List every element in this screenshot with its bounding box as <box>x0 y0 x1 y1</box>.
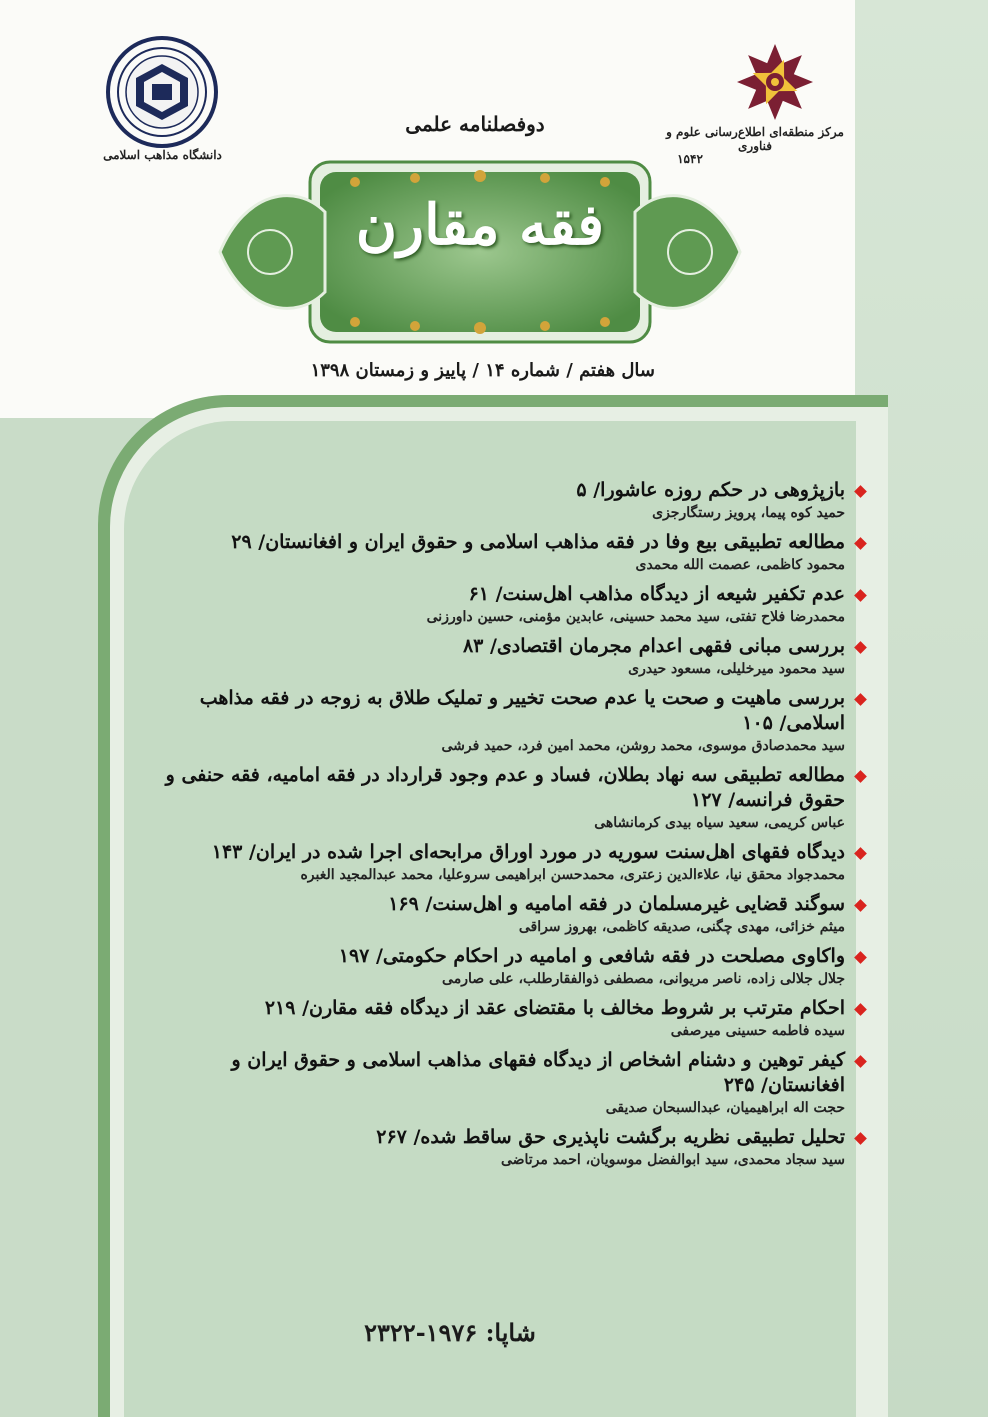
article-title: مطالعه تطبیقی سه نهاد بطلان، فساد و عدم وجود قرارداد در فقه امامیه، فقه حنفی و حقوق فرانسه/ ۱۲۷ <box>165 764 845 811</box>
toc-item <box>160 840 865 886</box>
issue-info: سال هفتم / شماره ۱۴ / پاییز و زمستان ۱۳۹۸ <box>310 360 655 381</box>
article-authors: محمدجواد محقق نیا، علاءالدین زعتری، محمدحسن ابراهیمی سروعلیا، محمد عبدالمجید الغبره <box>300 867 845 883</box>
article-title: احکام مترتب بر شروط مخالف با مقتضای عقد از دیدگاه فقه مقارن/ ۲۱۹ <box>264 997 845 1019</box>
article-title: کیفر توهین و دشنام اشخاص از دیدگاه فقهای مذاهب اسلامی و حقوق ایران و افغانستان/ ۲۴۵ <box>231 1049 845 1096</box>
bullet-diamond-icon <box>854 1055 867 1068</box>
article-authors: جلال جلالی زاده، ناصر مریوانی، مصطفی ذوالفقارطلب، علی صارمی <box>442 971 845 987</box>
toc-item <box>160 996 865 1042</box>
article-title: بررسی مبانی فقهی اعدام مجرمان اقتصادی/ ۸۳ <box>462 635 845 657</box>
toc-item <box>160 478 865 524</box>
article-authors: سید محمدصادق موسوی، محمد روشن، محمد امین فرد، حمید فرشی <box>441 738 845 754</box>
toc-item <box>160 892 865 938</box>
bullet-diamond-icon <box>854 485 867 498</box>
toc-item <box>160 582 865 628</box>
article-title: تحلیل تطبیقی نظریه برگشت ناپذیری حق ساقط شده/ ۲۶۷ <box>376 1126 845 1148</box>
bullet-diamond-icon <box>854 589 867 602</box>
university-seal-caption: دانشگاه مذاهب اسلامی <box>103 148 222 162</box>
toc-item <box>160 1125 865 1171</box>
journal-type-label: دوفصلنامه علمی <box>405 112 545 136</box>
article-title: بازپژوهی در حکم روزه عاشورا/ ۵ <box>576 479 845 501</box>
article-authors: سیده فاطمه حسینی میرصفی <box>670 1023 845 1039</box>
article-title: سوگند قضایی غیرمسلمان در فقه امامیه و اهل‌سنت/ ۱۶۹ <box>388 893 845 915</box>
toc-item <box>160 763 865 834</box>
article-title: بررسی ماهیت و صحت یا عدم صحت تخییر و تملیک طلاق به زوجه در فقه مذاهب اسلامی/ ۱۰۵ <box>199 687 845 734</box>
article-title: عدم تکفیر شیعه از دیدگاه مذاهب اهل‌سنت/ ۶۱ <box>468 583 845 605</box>
bullet-diamond-icon <box>854 693 867 706</box>
article-authors: عباس کریمی، سعید سیاه بیدی کرمانشاهی <box>594 815 845 831</box>
article-title: واکاوی مصلحت در فقه شافعی و امامیه در احکام حکومتی/ ۱۹۷ <box>338 945 845 967</box>
toc-item <box>160 634 865 680</box>
bullet-diamond-icon <box>854 1132 867 1145</box>
journal-title: فقه مقارن <box>355 192 605 258</box>
bullet-diamond-icon <box>854 641 867 654</box>
toc-item <box>160 686 865 757</box>
article-authors: حمید کوه پیما، پرویز رستگارجزی <box>652 505 845 521</box>
article-authors: حجت اله ابراهیمیان، عبدالسبحان صدیقی <box>605 1100 845 1116</box>
toc-item <box>160 530 865 576</box>
bullet-diamond-icon <box>854 1003 867 1016</box>
article-authors: محمود کاظمی، عصمت الله محمدی <box>635 557 845 573</box>
article-title: دیدگاه فقهای اهل‌سنت سوریه در مورد اوراق مرابحه‌ای اجرا شده در ایران/ ۱۴۳ <box>211 841 845 863</box>
bullet-diamond-icon <box>854 951 867 964</box>
toc-item <box>160 944 865 990</box>
bullet-diamond-icon <box>854 770 867 783</box>
article-authors: محمدرضا فلاح تفتی، سید محمد حسینی، عابدین مؤمنی، حسین داورزنی <box>426 609 845 625</box>
article-authors: سید سجاد محمدی، سید ابوالفضل موسویان، احمد مرتاضی <box>500 1152 845 1168</box>
isc-logo-number: ۱۵۴۲ <box>677 152 703 166</box>
article-title: مطالعه تطبیقی بیع وفا در فقه مذاهب اسلامی و حقوق ایران و افغانستان/ ۲۹ <box>231 531 845 553</box>
article-authors: میثم خزائی، مهدی چگنی، صدیقه کاظمی، بهروز سراقی <box>518 919 845 935</box>
article-authors: سید محمود میرخلیلی، مسعود حیدری <box>628 661 845 677</box>
table-of-contents <box>160 478 865 1177</box>
bullet-diamond-icon <box>854 847 867 860</box>
bullet-diamond-icon <box>854 899 867 912</box>
isc-logo-caption: مرکز منطقه‌ای اطلاع‌رسانی علوم و فناوری <box>666 125 844 153</box>
toc-item <box>160 1048 865 1119</box>
issn-label: شاپا: ۱۹۷۶-۲۳۲۲ <box>364 1318 536 1347</box>
bullet-diamond-icon <box>854 537 867 550</box>
